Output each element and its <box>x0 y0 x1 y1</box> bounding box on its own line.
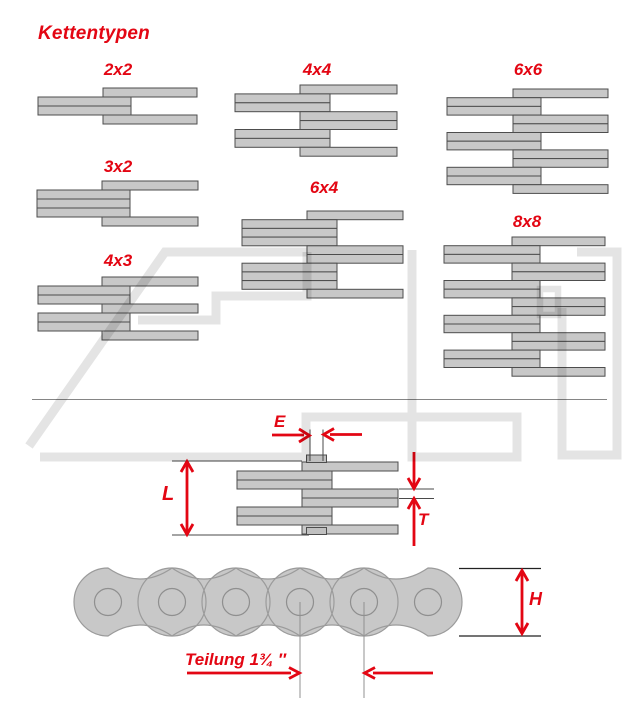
chain-plate <box>512 368 605 377</box>
chain-plate <box>513 124 608 133</box>
chain-plate <box>300 147 397 156</box>
page-title: Kettentypen <box>38 23 150 44</box>
t-arrow-heads <box>408 478 420 509</box>
chain-type-label-6x4: 6x4 <box>309 178 339 197</box>
chain-plate <box>512 333 605 342</box>
e-extension-lines <box>310 430 323 462</box>
pin-hole <box>415 589 442 616</box>
watermark-stroke <box>138 252 307 320</box>
chain-type-label-8x8: 8x8 <box>512 212 542 231</box>
chain-plate <box>102 217 198 226</box>
chain-plate <box>444 350 540 359</box>
chain-plate <box>38 106 131 115</box>
chain-plate <box>102 304 198 313</box>
chain-plate <box>302 489 398 498</box>
chain-plate <box>242 272 337 281</box>
chain-plate <box>237 507 332 516</box>
chain-plate <box>103 88 197 97</box>
pin-hole <box>287 589 314 616</box>
pin-hole <box>159 589 186 616</box>
chain-plate <box>512 272 605 281</box>
chain-plate <box>302 525 398 534</box>
dimension-label-e: E <box>274 412 286 431</box>
chain-plate <box>444 324 540 333</box>
chain-link-plate <box>330 568 462 636</box>
chain-link-outline <box>330 568 462 636</box>
chain-type-label-3x2: 3x2 <box>103 157 133 176</box>
chain-plate <box>447 176 541 185</box>
chain-plate <box>242 281 337 290</box>
pin-hole <box>351 589 378 616</box>
chain-plate <box>513 185 608 194</box>
l-extension-lines <box>172 461 309 535</box>
e-arrow-heads <box>299 429 334 443</box>
chain-plate <box>444 281 540 290</box>
chain-plate <box>242 220 337 229</box>
chain-plate <box>242 263 337 272</box>
watermark-square <box>540 289 558 315</box>
chain-link-plate <box>74 568 206 636</box>
chain-plate <box>300 121 397 130</box>
chain-plate <box>512 237 605 246</box>
chain-plate <box>102 331 198 340</box>
chain-plate <box>300 112 397 121</box>
chain-plate <box>447 141 541 150</box>
chain-link-plate <box>138 568 270 636</box>
chain-plate <box>300 85 397 94</box>
chain-plate <box>307 211 403 220</box>
chain-plate <box>302 462 398 471</box>
chain-plate <box>103 115 197 124</box>
chain-link-outline <box>74 568 206 636</box>
chain-type-label-4x4: 4x4 <box>302 60 332 79</box>
chain-plate <box>307 255 403 264</box>
dimension-figure-annotations <box>172 429 434 547</box>
watermark-stroke <box>562 252 617 455</box>
h-arrow-heads <box>516 571 528 634</box>
pitch-arrow-heads <box>289 668 375 679</box>
chain-plate <box>38 313 130 322</box>
chain-plate <box>444 315 540 324</box>
chain-plate <box>102 181 198 190</box>
chain-type-label-2x2: 2x2 <box>103 60 133 79</box>
chain-plate <box>512 263 605 272</box>
chain-plate <box>37 199 130 208</box>
chain-plate <box>237 516 332 525</box>
chain-plate <box>235 130 330 139</box>
chain-plate <box>513 150 608 159</box>
watermark-stroke <box>29 252 307 446</box>
chain-type-label-4x3: 4x3 <box>103 251 133 270</box>
chain-link-outline <box>202 568 334 636</box>
chain-plate <box>513 159 608 168</box>
chain-plate <box>512 298 605 307</box>
dimension-label-t: T <box>418 510 429 529</box>
chain-plate <box>447 98 541 107</box>
chain-link-outline <box>266 568 398 636</box>
chain-plate <box>444 246 540 255</box>
chain-plate <box>447 167 541 176</box>
l-arrow-heads <box>181 462 193 535</box>
chain-plate <box>512 307 605 316</box>
dimension-label-h: H <box>529 589 542 609</box>
chain-type-label-6x6: 6x6 <box>513 60 543 79</box>
chain-link-plate <box>202 568 334 636</box>
pin-end-bottom <box>307 528 327 535</box>
chain-plate <box>38 322 130 331</box>
chain-link-outline <box>138 568 270 636</box>
pitch-reference-lines <box>300 602 364 698</box>
chain-link-plate <box>266 568 398 636</box>
chain-plate <box>444 254 540 263</box>
chain-plate <box>307 289 403 298</box>
side-view-annotations <box>187 569 541 699</box>
chain-plate <box>235 103 330 112</box>
chain-plate <box>235 94 330 103</box>
chain-plate <box>447 133 541 142</box>
chain-plate <box>513 115 608 124</box>
chain-plate <box>37 190 130 199</box>
chain-plate <box>513 89 608 98</box>
pin-hole <box>95 589 122 616</box>
chain-plate <box>102 277 198 286</box>
dimension-label-l: L <box>162 483 175 505</box>
t-extension-lines <box>399 489 434 499</box>
chain-plate <box>38 295 130 304</box>
chain-plate <box>237 471 332 480</box>
chain-plate <box>38 286 130 295</box>
chain-plate <box>444 289 540 298</box>
chain-plate <box>235 138 330 147</box>
pin-hole <box>223 589 250 616</box>
chain-plate <box>242 228 337 237</box>
chain-plate <box>447 106 541 115</box>
pin-end-top <box>307 455 327 463</box>
e-arrow-shafts <box>272 435 362 436</box>
chain-plate <box>38 97 131 106</box>
pitch-label: Teilung 1¾ ″ <box>185 650 287 669</box>
chain-plate <box>444 359 540 368</box>
chain-plate <box>37 208 130 217</box>
chain-plate <box>302 498 398 507</box>
chain-plate <box>242 237 337 246</box>
chain-plate <box>307 246 403 255</box>
chain-plate <box>512 341 605 350</box>
chain-plate <box>237 480 332 489</box>
